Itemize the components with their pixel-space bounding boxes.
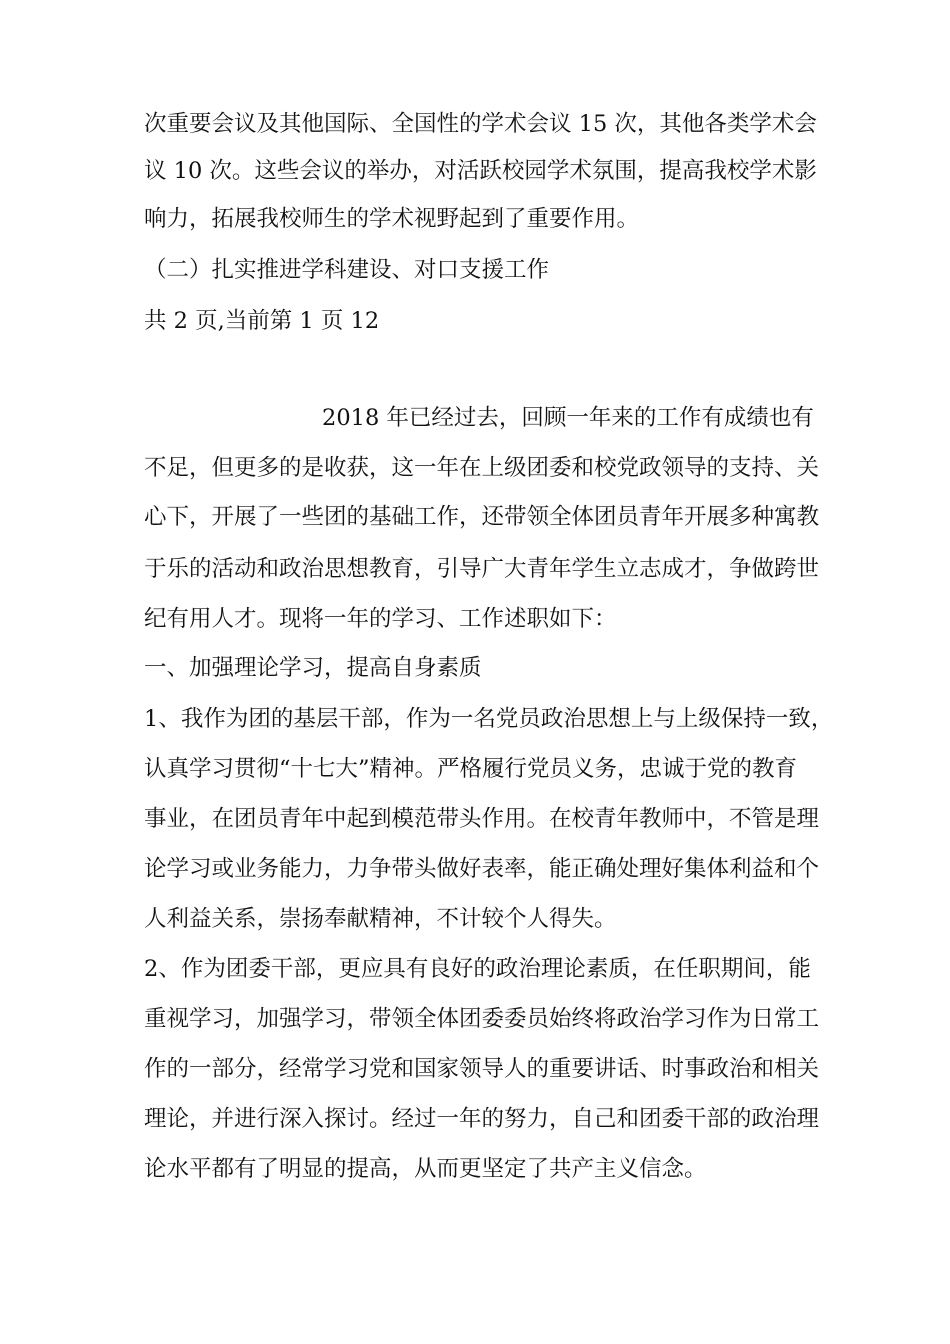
paragraph-line: 于乐的活动和政治思想教育，引导广大青年学生立志成才，争做跨世 xyxy=(144,556,820,582)
paragraph-line: 论学习或业务能力，力争带头做好表率，能正确处理好集体利益和个 xyxy=(144,856,820,882)
paragraph-line: 2、作为团委干部，更应具有良好的政治理论素质，在任职期间，能 xyxy=(144,956,811,982)
paragraph-line: 响力，拓展我校师生的学术视野起到了重要作用。 xyxy=(144,206,640,232)
paragraph-line: 理论，并进行深入探讨。经过一年的努力，自己和团委干部的政治理 xyxy=(144,1106,820,1132)
paragraph-line: 人利益关系，崇扬奉献精神，不计较个人得失。 xyxy=(144,906,617,932)
paragraph-line: 论水平都有了明显的提高，从而更坚定了共产主义信念。 xyxy=(144,1156,707,1182)
paragraph-line: 重视学习，加强学习，带领全体团委委员始终将政治学习作为日常工 xyxy=(144,1006,820,1032)
paragraph-line: 纪有用人才。现将一年的学习、工作述职如下： xyxy=(144,606,617,632)
paragraph-line: 作的一部分，经常学习党和国家领导人的重要讲话、时事政治和相关 xyxy=(144,1056,820,1082)
paragraph-line: 议 10 次。这些会议的举办，对活跃校园学术氛围，提高我校学术影 xyxy=(144,158,817,184)
page-indicator: 共 2 页,当前第 1 页 12 xyxy=(144,308,380,334)
paragraph-line: 不足，但更多的是收获，这一年在上级团委和校党政领导的支持、关 xyxy=(144,455,820,481)
section-heading: （二）扎实推进学科建设、对口支援工作 xyxy=(144,257,550,283)
section-heading: 一、加强理论学习，提高自身素质 xyxy=(144,655,482,681)
paragraph-line: 2018 年已经过去，回顾一年来的工作有成绩也有 xyxy=(322,405,814,431)
paragraph-line: 次重要会议及其他国际、全国性的学术会议 15 次，其他各类学术会 xyxy=(144,111,817,137)
paragraph-line: 认真学习贯彻“十七大”精神。严格履行党员义务，忠诚于党的教育 xyxy=(144,756,798,782)
paragraph-line: 事业，在团员青年中起到模范带头作用。在校青年教师中，不管是理 xyxy=(144,806,820,832)
paragraph-line: 心下，开展了一些团的基础工作，还带领全体团员青年开展多种寓教 xyxy=(144,504,820,530)
paragraph-line: 1、我作为团的基层干部，作为一名党员政治思想上与上级保持一致， xyxy=(144,706,834,732)
